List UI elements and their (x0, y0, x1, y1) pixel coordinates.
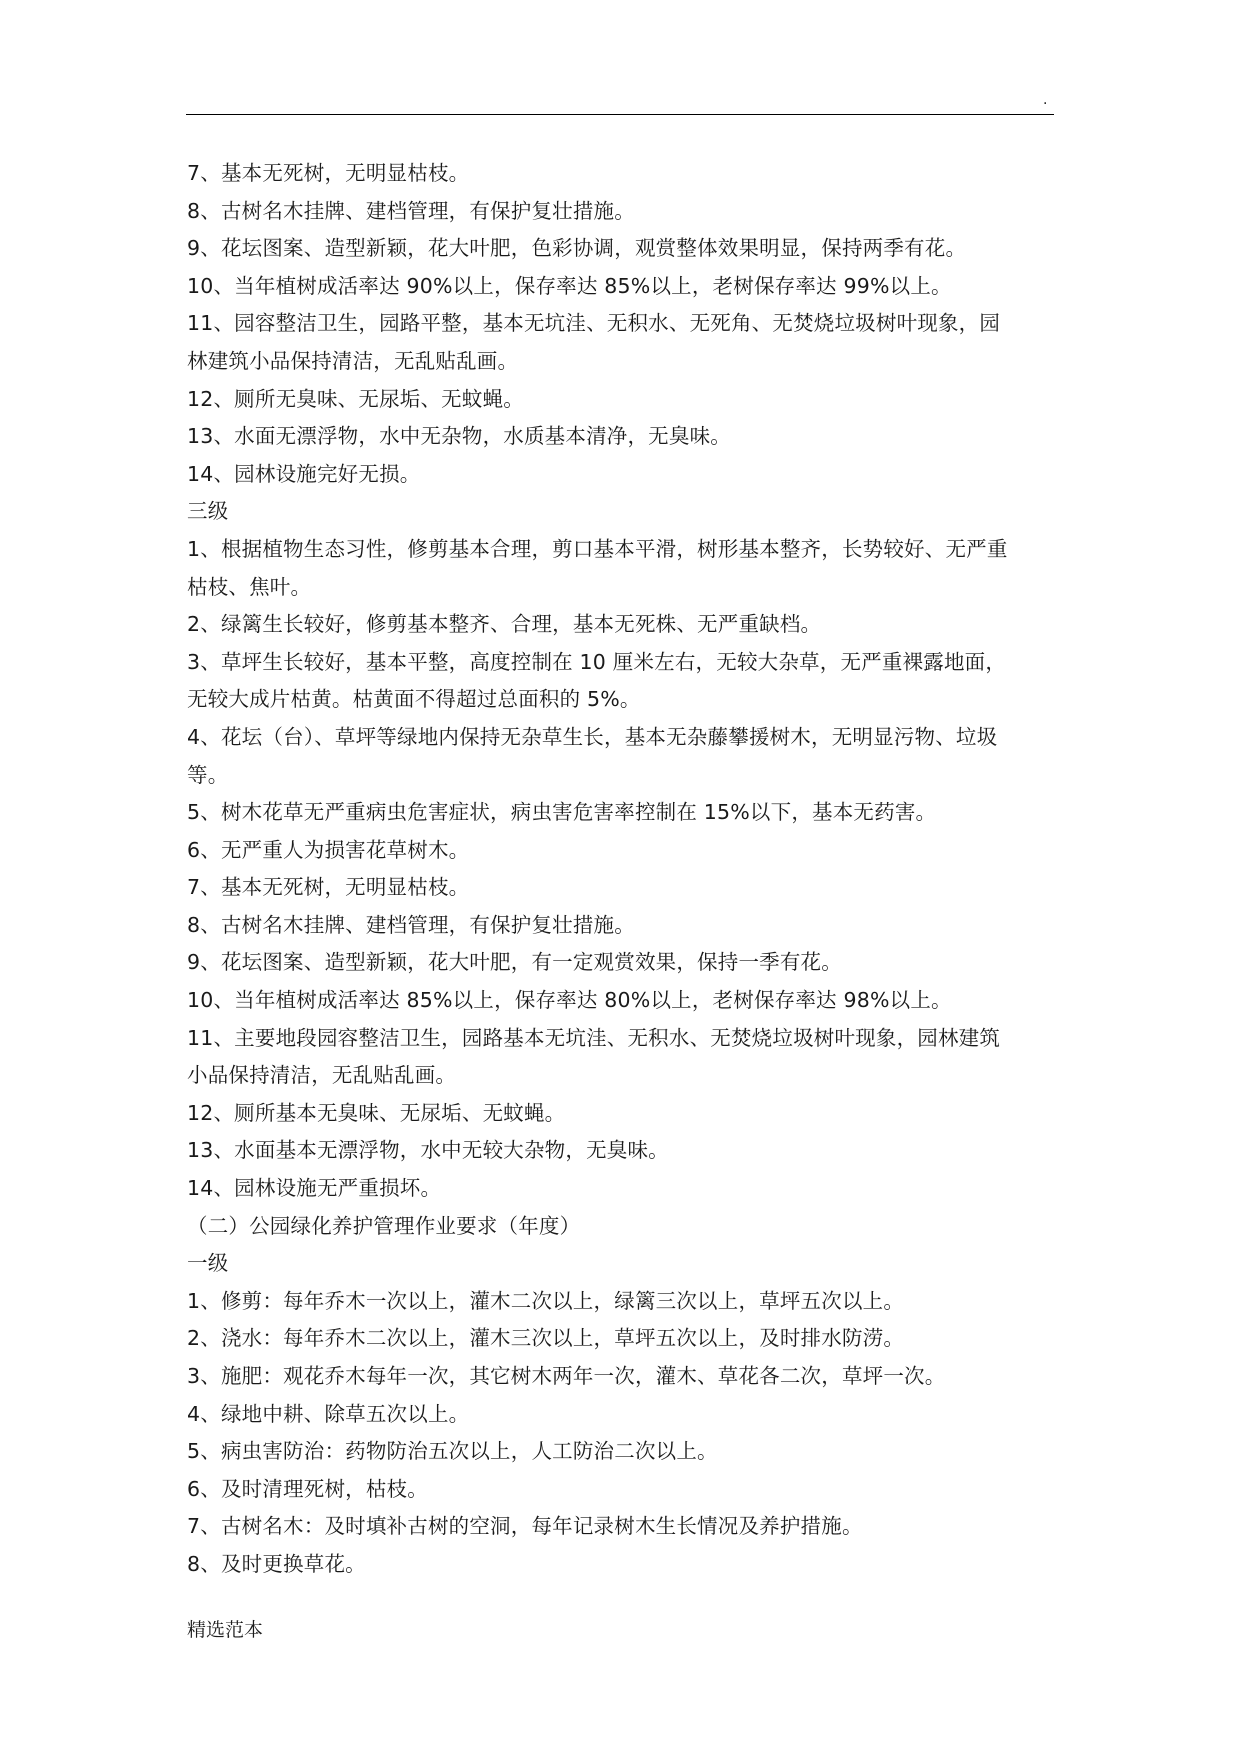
text-line: 1、修剪：每年乔木一次以上，灌木二次以上，绿篱三次以上，草坪五次以上。 (187, 1288, 905, 1313)
section-heading: 三级 (187, 499, 229, 524)
section-heading: 一级 (187, 1251, 229, 1276)
text-line: 等。 (187, 762, 229, 787)
text-line: 林建筑小品保持清洁，无乱贴乱画。 (187, 348, 519, 373)
text-line: 6、及时清理死树，枯枝。 (187, 1476, 428, 1501)
text-line: 13、水面基本无漂浮物，水中无较大杂物，无臭味。 (187, 1138, 669, 1163)
text-line: 7、基本无死树，无明显枯枝。 (187, 875, 470, 900)
text-line: 14、园林设施完好无损。 (187, 461, 421, 486)
text-line: 9、花坛图案、造型新颖，花大叶肥，色彩协调，观赏整体效果明显，保持两季有花。 (187, 236, 967, 261)
text-line: 11、园容整洁卫生，园路平整，基本无坑洼、无积水、无死角、无焚烧垃圾树叶现象，园 (187, 311, 1001, 336)
text-line: 枯枝、焦叶。 (187, 574, 312, 599)
text-line: 7、基本无死树，无明显枯枝。 (187, 161, 470, 185)
text-line: 10、当年植树成活率达 85%以上，保存率达 80%以上，老树保存率达 98%以上。 (187, 988, 952, 1013)
text-line: 10、当年植树成活率达 90%以上，保存率达 85%以上，老树保存率达 99%以上。 (187, 273, 952, 298)
text-line: 12、厕所基本无臭味、无尿垢、无蚊蝇。 (187, 1100, 566, 1125)
section-heading: （二）公园绿化养护管理作业要求（年度） (187, 1213, 581, 1238)
text-line: 8、古树名木挂牌、建档管理，有保护复壮措施。 (187, 912, 635, 937)
text-line: 4、绿地中耕、除草五次以上。 (187, 1401, 470, 1426)
text-line: 11、主要地段园容整洁卫生，园路基本无坑洼、无积水、无焚烧垃圾树叶现象，园林建筑 (187, 1025, 1001, 1050)
header-rule (186, 114, 1054, 115)
text-line: 2、浇水：每年乔木二次以上，灌木三次以上，草坪五次以上，及时排水防涝。 (187, 1326, 905, 1351)
text-line: 3、施肥：观花乔木每年一次，其它树木两年一次，灌木、草花各二次，草坪一次。 (187, 1364, 946, 1388)
text-line: 无较大成片枯黄。枯黄面不得超过总面积的 5%。 (187, 687, 641, 712)
text-line: 3、草坪生长较好，基本平整，高度控制在 10 厘米左右，无较大杂草，无严重裸露地面， (187, 649, 1007, 674)
footer-text: 精选范本 (187, 1619, 264, 1641)
text-line: 小品保持清洁，无乱贴乱画。 (187, 1063, 457, 1088)
text-line: 8、及时更换草花。 (187, 1551, 366, 1576)
header-mark: . (1043, 92, 1048, 108)
text-line: 1、根据植物生态习性，修剪基本合理，剪口基本平滑，树形基本整齐，长势较好、无严重 (187, 536, 1008, 561)
text-line: 14、园林设施无严重损坏。 (187, 1176, 442, 1201)
document-body (187, 155, 1055, 1584)
text-line: 6、无严重人为损害花草树木。 (187, 837, 470, 862)
text-line: 9、花坛图案、造型新颖，花大叶肥，有一定观赏效果，保持一季有花。 (187, 950, 842, 975)
text-line: 2、绿篱生长较好，修剪基本整齐、合理，基本无死株、无严重缺档。 (187, 612, 822, 637)
text-line: 13、水面无漂浮物，水中无杂物，水质基本清净，无臭味。 (187, 424, 731, 449)
text-line: 8、古树名木挂牌、建档管理，有保护复壮措施。 (187, 198, 635, 223)
text-line: 4、花坛（台）、草坪等绿地内保持无杂草生长，基本无杂藤攀援树木，无明显污物、垃圾 (187, 724, 998, 749)
text-line: 5、病虫害防治：药物防治五次以上，人工防治二次以上。 (187, 1439, 718, 1464)
text-line: 7、古树名木：及时填补古树的空洞，每年记录树木生长情况及养护措施。 (187, 1514, 863, 1539)
text-line: 5、树木花草无严重病虫危害症状，病虫害危害率控制在 15%以下，基本无药害。 (187, 800, 937, 825)
text-line: 12、厕所无臭味、无尿垢、无蚊蝇。 (187, 386, 524, 411)
